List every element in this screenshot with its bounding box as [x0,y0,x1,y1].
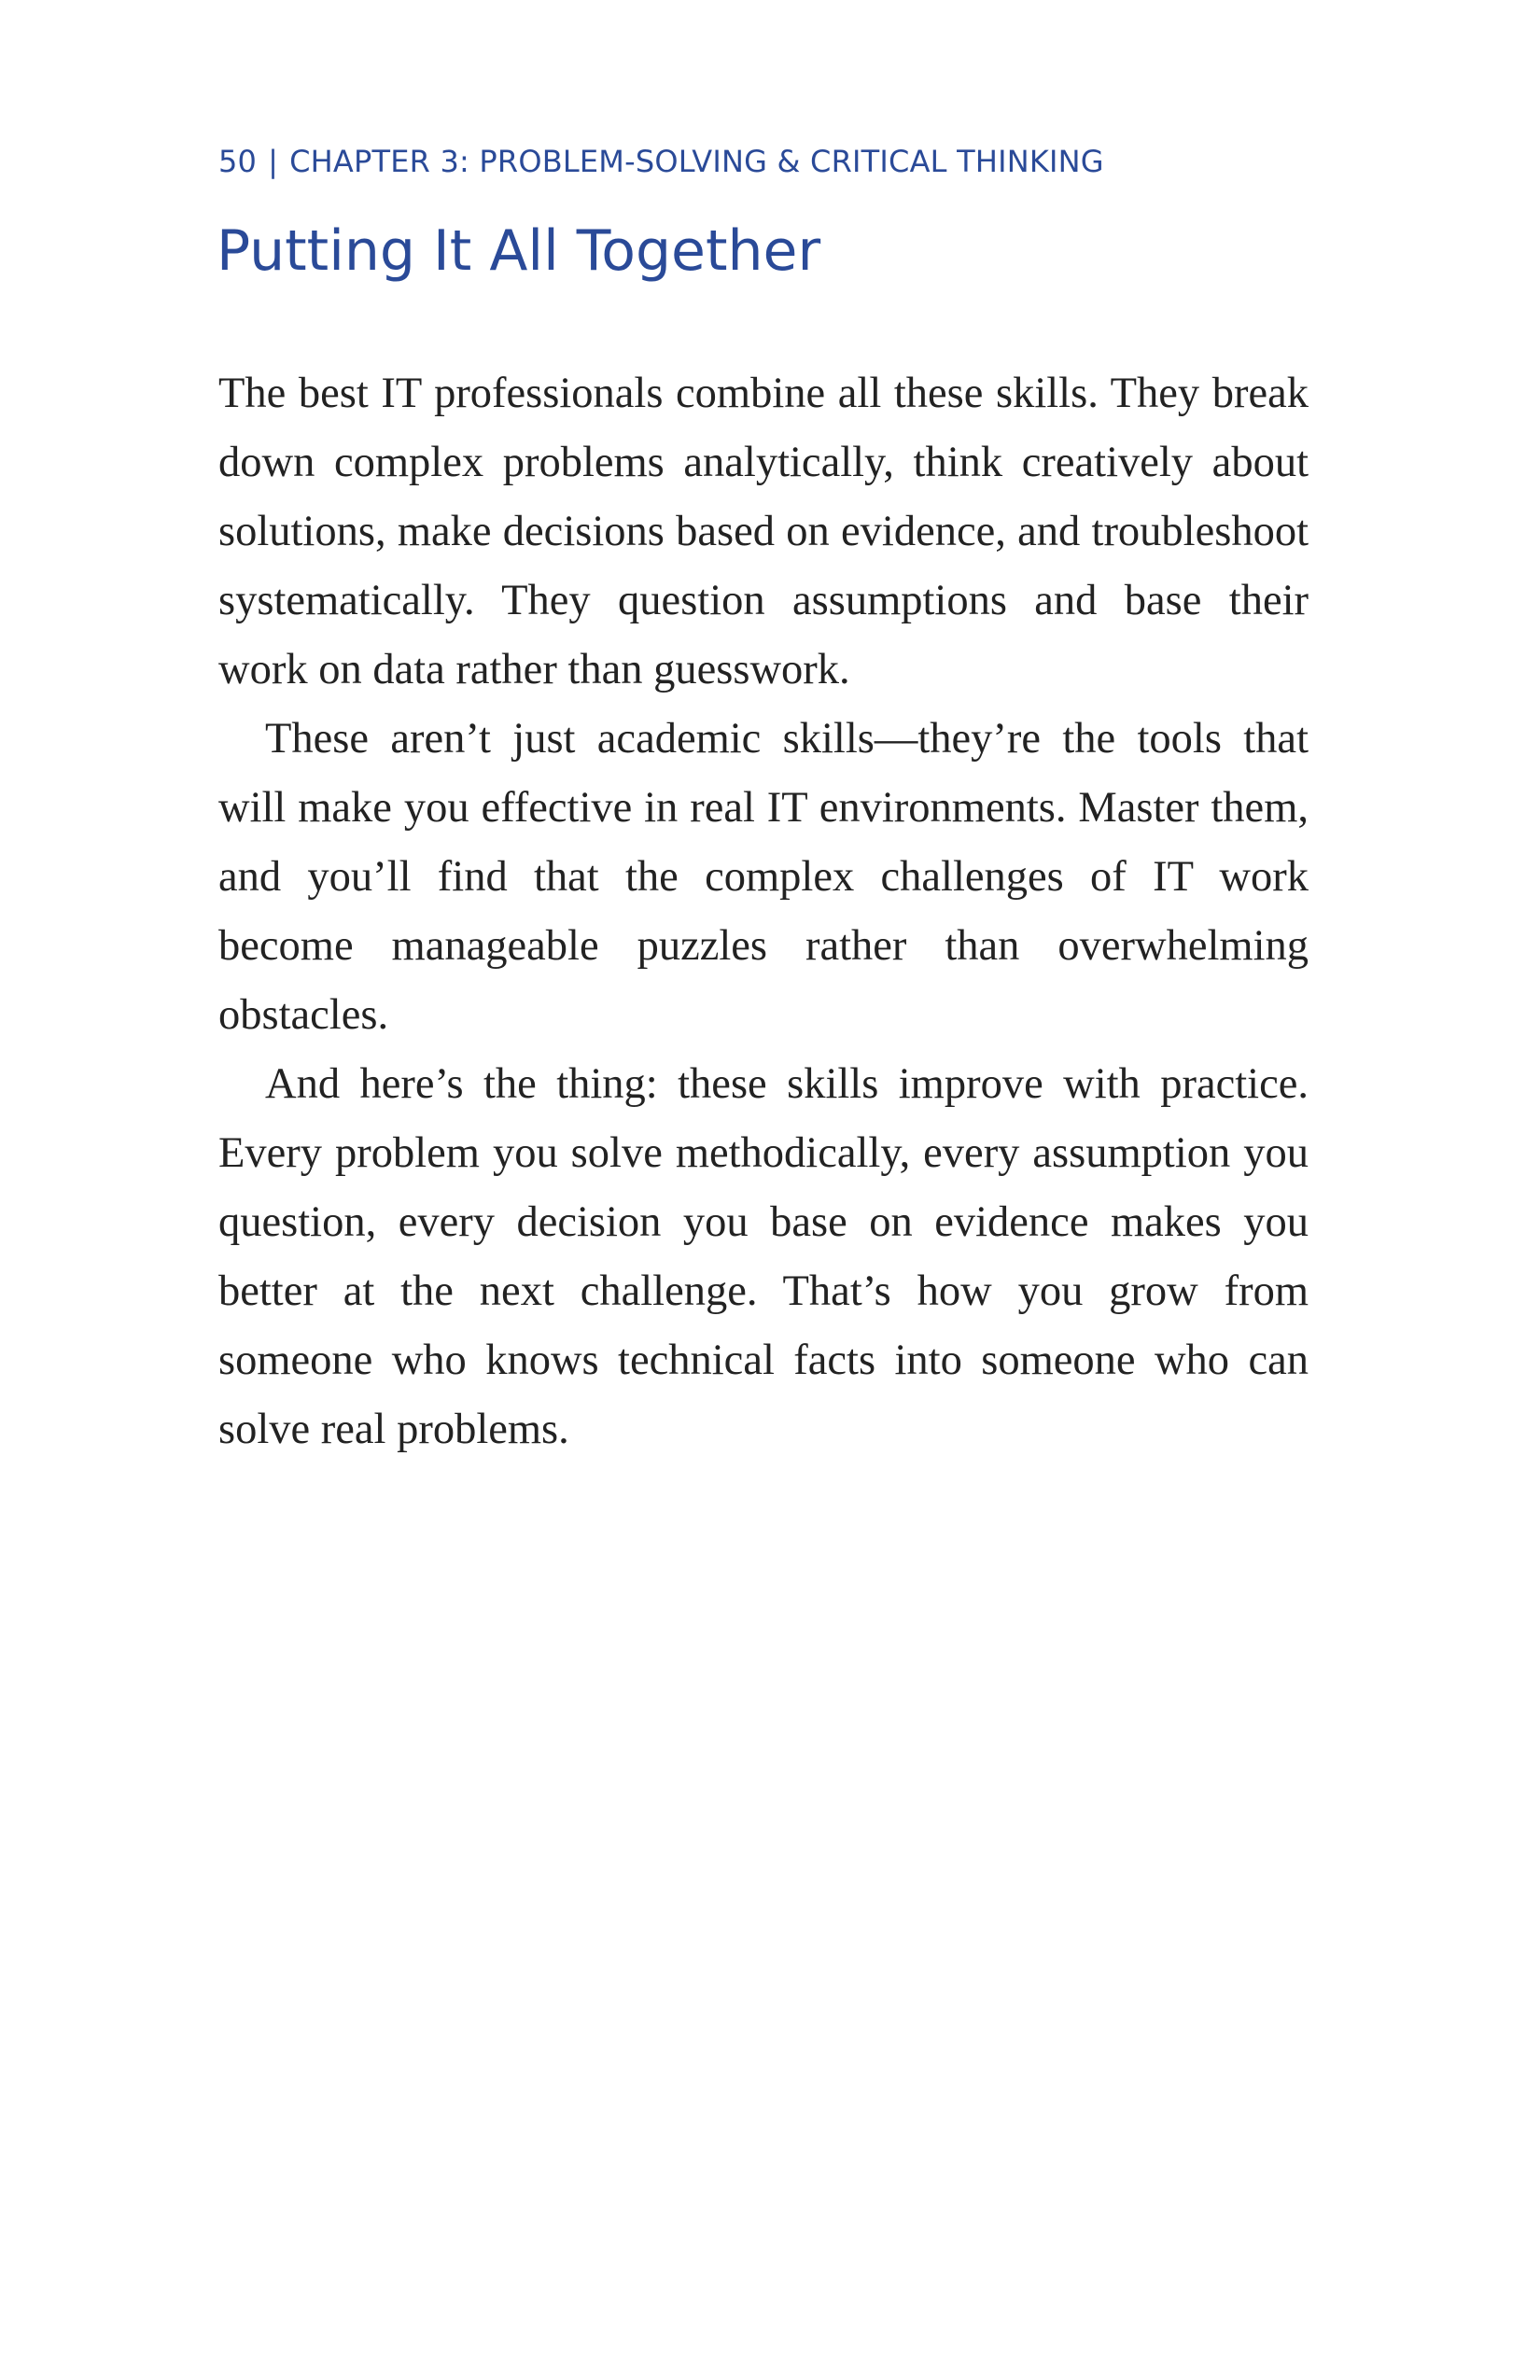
running-head [218,144,1104,179]
page-number: 50 [218,144,258,179]
body-text [218,359,1309,1464]
paragraph-3: And here’s the thing: these skills improve with practice. Every problem you solve methodically, every assumption you question, every decision you base on evidence makes you better at the next challenge. That’s how you grow from someone who knows technical facts into someone who can solve real problems. [218,1060,1309,1453]
paragraph-1: The best IT professionals combine all these skills. They break down complex problems analytically, think creatively about solutions, make decisions based on evidence, and troubleshoot systematically. They question assumptions and base their work on data rather than guesswork. [218,370,1309,693]
section-title: Putting It All Together [217,218,821,284]
paragraph-2: These aren’t just academic skills—they’re the tools that will make you effective in real IT environments. Master them, and you’ll find that the complex challenges of IT work become manageable puzzles rather than overwhelming obstacles. [218,715,1309,1039]
running-head-separator: | [268,144,279,179]
chapter-title: CHAPTER 3: PROBLEM-SOLVING & CRITICAL THINKING [289,144,1104,179]
